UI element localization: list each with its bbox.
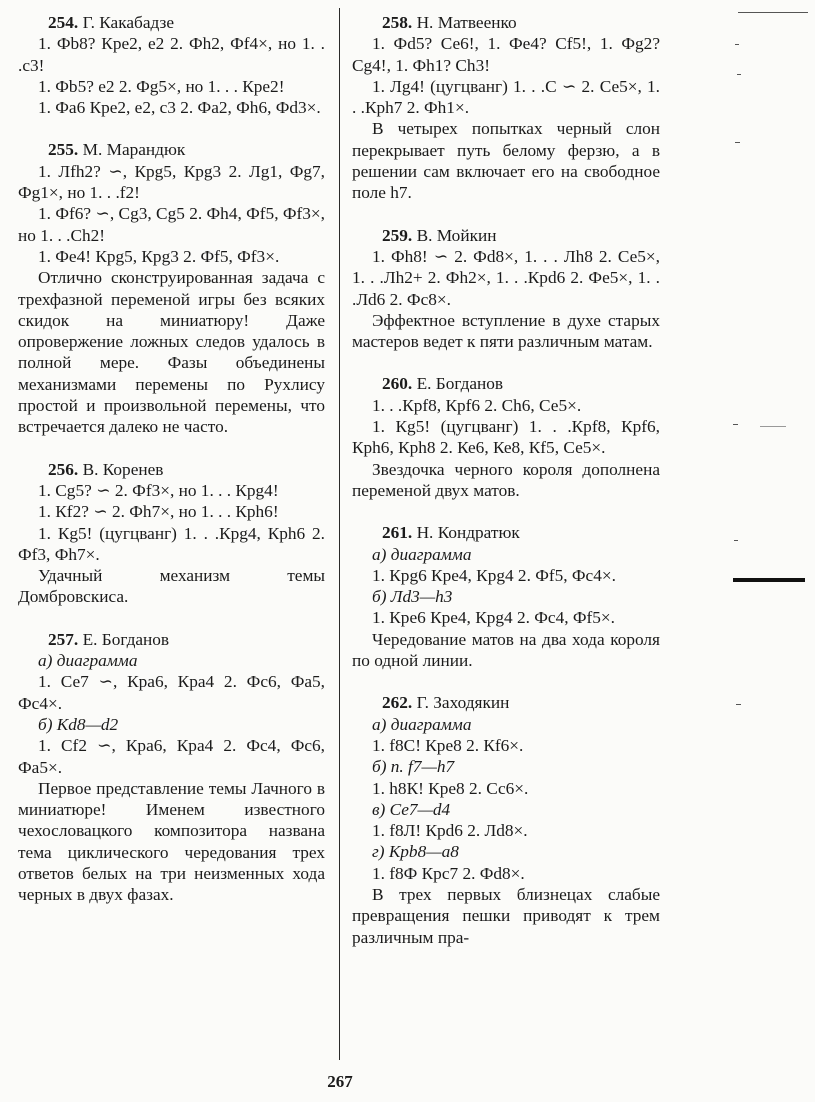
solution-text: В трех первых близнецах слабые превращения пешки приводят к трем различным пра- <box>352 884 660 947</box>
page-number: 267 <box>327 1072 353 1091</box>
problem-number: 255. <box>48 140 79 160</box>
scan-artifact-line <box>738 12 808 13</box>
solution-text: 1. Лfh2? ∽, Крg5, Крg3 2. Лg1, Фg7, Фg1×, но 1. . .f2! <box>18 161 325 203</box>
scan-artifact-dash <box>733 424 738 425</box>
scan-artifact-dash <box>760 426 786 427</box>
problem-number: 259. <box>382 225 413 245</box>
solution-text: 1. Фа6 Кре2, е2, с3 2. Фа2, Фh6, Фd3×. <box>38 98 321 118</box>
solution-text: 1. Фе4! Крg5, Крg3 2. Фf5, Фf3×. <box>38 246 280 266</box>
problem-number: 261. <box>382 523 413 543</box>
problem-number: 260. <box>382 374 413 394</box>
problem-heading <box>352 692 660 713</box>
twin-label: а) диаграмма <box>38 651 138 671</box>
solution-text: 1. f8С! Кре8 2. Кf6×. <box>372 735 524 755</box>
problem-number: 262. <box>382 693 413 713</box>
solution-text: Звездочка черного короля дополнена переменой двух матов. <box>352 459 660 500</box>
twin-label: б) п. f7—h7 <box>372 757 455 777</box>
solution-text: 1. Кg5! (цугцванг) 1. . .Крf8, Крf6, Крh6, Крh8 2. Ке6, Ке8, Кf5, Се5×. <box>352 417 660 458</box>
problem-author: Г. Заходякин <box>416 693 510 713</box>
solution-text: 1. f8Ф Крс7 2. Фd8×. <box>372 863 525 883</box>
problem-entry <box>18 629 325 906</box>
problem-author: Е. Богданов <box>416 374 504 394</box>
twin-label: в) Се7—d4 <box>372 799 451 819</box>
problem-heading <box>18 12 325 33</box>
solution-text: Удачный механизм темы Домбровскиса. <box>18 566 325 607</box>
problem-author: В. Коренев <box>82 459 164 479</box>
problem-heading <box>18 629 325 650</box>
solution-text: 1. Кf2? ∽ 2. Фh7×, но 1. . . Крh6! <box>38 502 279 522</box>
column-divider <box>339 8 340 1060</box>
problem-number: 257. <box>48 629 79 649</box>
problem-entry <box>352 692 660 948</box>
problem-heading <box>18 139 325 160</box>
solution-text: 1. Крg6 Кре4, Крg4 2. Фf5, Фс4×. <box>372 565 616 585</box>
solution-text: 1. Фh8! ∽ 2. Фd8×, 1. . . Лh8 2. Се5×, 1. . .Лh2+ 2. Фh2×, 1. . .Крd6 2. Фе5×, 1. . .Лd6 2. Фс8×. <box>352 246 660 309</box>
problem-entry <box>18 12 325 118</box>
solution-text: 1. Фf6? ∽, Сg3, Сg5 2. Фh4, Фf5, Фf3×, но 1. . .Сh2! <box>18 204 325 245</box>
problem-heading <box>352 12 660 33</box>
problem-entry <box>18 459 325 608</box>
problem-entry <box>352 522 660 671</box>
solution-text: 1. Кре6 Кре4, Крg4 2. Фс4, Фf5×. <box>372 608 615 628</box>
problem-heading <box>352 522 660 543</box>
solution-text: Чередование матов на два хода короля по одной линии. <box>352 629 660 671</box>
twin-label: а) диаграмма <box>372 714 472 734</box>
scan-artifact-dash <box>736 704 741 705</box>
solution-text: 1. f8Л! Крd6 2. Лd8×. <box>372 821 528 841</box>
problem-author: Е. Богданов <box>82 629 170 649</box>
solution-text: 1. Фb8? Кре2, е2 2. Фh2, Фf4×, но 1. . .с3! <box>18 34 325 75</box>
problem-heading <box>18 459 325 480</box>
solution-text: В четырех попытках черный слон перекрывает путь белому ферзю, а в решении сам включает его на свободное поле h7. <box>352 119 660 203</box>
solution-text: 1. h8К! Кре8 2. Сс6×. <box>372 778 529 798</box>
solution-text: 1. Сf2 ∽, Кра6, Кра4 2. Фс4, Фс6, Фа5×. <box>18 736 325 777</box>
left-column <box>18 12 325 906</box>
scan-artifact-dash <box>737 74 741 75</box>
twin-label: б) Лd3—h3 <box>372 587 453 607</box>
problem-number: 258. <box>382 13 413 32</box>
problem-author: М. Марандюк <box>82 140 186 160</box>
scan-artifact-dash <box>734 540 738 541</box>
solution-text: Отлично сконструированная задача с трехфазной переменой игры без всяких скидок на миниатюру! Даже опровержение ложных следов удалось в полной мере. Фазы объединены механизмами перемены по Рухлису простой и произвольной перемены, что встречается далеко не часто. <box>18 268 325 437</box>
problem-number: 254. <box>48 13 79 32</box>
problem-entry <box>18 139 325 437</box>
solution-text: 1. Фb5? е2 2. Фg5×, но 1. . . Кре2! <box>38 76 285 96</box>
twin-label: г) Крb8—а8 <box>372 842 459 862</box>
scan-artifact-dash <box>735 44 739 45</box>
solution-text: 1. Лg4! (цугцванг) 1. . .С ∽ 2. Се5×, 1. . .Крh7 2. Фh1×. <box>352 76 660 118</box>
problem-number: 256. <box>48 459 79 479</box>
scan-artifact-dash <box>735 142 740 143</box>
twin-label: а) диаграмма <box>372 544 472 564</box>
solution-text: 1. . .Крf8, Крf6 2. Сh6, Се5×. <box>372 395 582 415</box>
twin-label: б) Кd8—d2 <box>38 714 119 734</box>
problem-entry <box>352 12 660 204</box>
solution-text: Первое представление темы Лачного в миниатюре! Именем известного чехословацкого композитора названа тема циклического чередования трех ответов белых на три неизменных хода черных в двух фазах. <box>18 778 325 905</box>
scan-artifact-line <box>733 578 805 582</box>
right-column <box>352 12 660 948</box>
solution-text: Эффектное вступление в духе старых мастеров ведет к пяти различным матам. <box>352 310 660 352</box>
problem-heading <box>352 373 660 394</box>
solution-text: 1. Кg5! (цугцванг) 1. . .Крg4, Крh6 2. Фf3, Фh7×. <box>18 523 325 564</box>
solution-text: 1. Фd5? Се6!, 1. Фе4? Сf5!, 1. Фg2? Сg4!, 1. Фh1? Сh3! <box>352 34 660 75</box>
solution-text: 1. Сg5? ∽ 2. Фf3×, но 1. . . Крg4! <box>38 480 279 500</box>
problem-heading <box>352 225 660 246</box>
problem-entry <box>352 225 660 353</box>
problem-author: Г. Какабадзе <box>82 13 174 32</box>
problem-entry <box>352 373 660 501</box>
problem-author: Н. Матвеенко <box>416 13 517 32</box>
problem-author: Н. Кондратюк <box>416 523 520 543</box>
problem-author: В. Мойкин <box>416 225 497 245</box>
solution-text: 1. Се7 ∽, Кра6, Кра4 2. Фс6, Фа5, Фс4×. <box>18 672 325 713</box>
